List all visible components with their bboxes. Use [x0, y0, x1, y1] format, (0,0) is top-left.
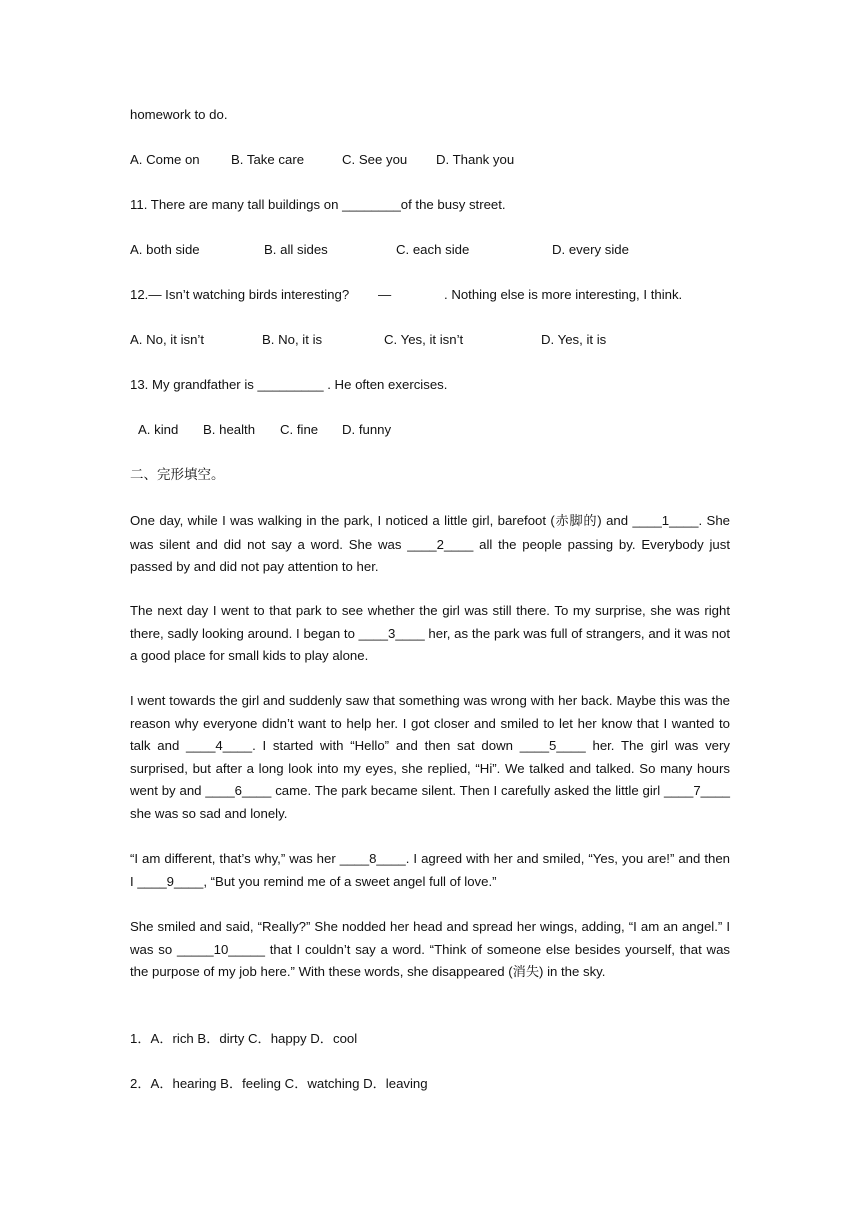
- q13-option-d: D. funny: [342, 422, 392, 437]
- question-13: 13. My grandfather is _________ . He often exercises.: [130, 377, 448, 392]
- section-heading: 二、完形填空。: [130, 467, 225, 483]
- passage-paragraph-1: [130, 510, 730, 579]
- q12-option-d: D. Yes, it is: [541, 332, 607, 347]
- q11-option-a: A. both side: [130, 242, 200, 257]
- q13-option-a: A. kind: [138, 422, 179, 437]
- q11-option-b: B. all sides: [264, 242, 328, 257]
- passage-paragraph-4: “I am different, that’s why,” was her ____8____. I agreed with her and smiled, “Yes, you are!” and then I ____9____, “But you remind me of a sweet angel full of love.”: [130, 851, 730, 889]
- q11-option-d: D. every side: [552, 242, 629, 257]
- q12-option-c: C. Yes, it isn’t: [384, 332, 464, 347]
- q13-option-b: B. health: [203, 422, 256, 437]
- passage-p1-text-b: ) and ____1____. She was silent and did not say a word. She was ____2____ all the people passing by. Everybody just passed by and did not pay attention to her.: [130, 513, 731, 575]
- passage-paragraph-3: I went towards the girl and suddenly saw that something was wrong with her back. Maybe this was the reason why everyone didn’t want to help her. I got closer and smiled to let her know that I wanted to talk and ____4____. I started with “Hello” and then sat down ____5____ her. The girl was very surprised, but after a long look into my eyes, she replied, “Hi”. We talked and talked. So many hours went by and ____6____ came. The park became silent. Then I carefully asked the little girl ____7____ she was so sad and lonely.: [130, 693, 730, 821]
- continued-question-line: homework to do.: [130, 107, 228, 122]
- answer-options-2: 2．A．hearing B．feeling C．watching D．leaving: [130, 1076, 428, 1091]
- question-11: 11. There are many tall buildings on ________of the busy street.: [130, 197, 506, 212]
- passage-p5-text-a: She smiled and said, “Really?” She nodded her head and spread her wings, adding, “I am an angel.” I was so _____10_____ that I couldn’t say a word. “Think of someone else besides yourself, that was the purpose of my job here.” With these words, she disappeared (: [130, 919, 730, 980]
- passage-p5-gloss: 消失: [512, 965, 540, 981]
- passage-paragraph-2: The next day I went to that park to see whether the girl was still there. To my surprise, she was right there, sadly looking around. I began to ____3____ her, as the park was full of strangers, and it was not a good place for small kids to play alone.: [130, 603, 730, 664]
- q10-option-c: C. See you: [342, 152, 408, 167]
- q10-option-b: B. Take care: [231, 152, 305, 167]
- q13-option-c: C. fine: [280, 422, 319, 437]
- q10-option-d: D. Thank you: [436, 152, 515, 167]
- passage-p5-text-b: ) in the sky.: [539, 964, 606, 980]
- question-12-prompt: 12.— Isn’t watching birds interesting?: [130, 287, 350, 302]
- q10-option-a: A. Come on: [130, 152, 200, 167]
- q12-option-b: B. No, it is: [262, 332, 323, 347]
- question-12-dash: —: [378, 287, 392, 302]
- q12-option-a: A. No, it isn’t: [130, 332, 205, 347]
- q11-option-c: C. each side: [396, 242, 470, 257]
- passage-paragraph-5: [130, 916, 730, 985]
- passage-p1-text-a: One day, while I was walking in the park, I noticed a little girl, barefoot (: [130, 513, 555, 528]
- question-12-response: . Nothing else is more interesting, I think.: [444, 287, 683, 302]
- passage-p1-gloss: 赤脚的: [554, 514, 598, 529]
- answer-options-1: 1．A．rich B．dirty C．happy D．cool: [130, 1031, 358, 1046]
